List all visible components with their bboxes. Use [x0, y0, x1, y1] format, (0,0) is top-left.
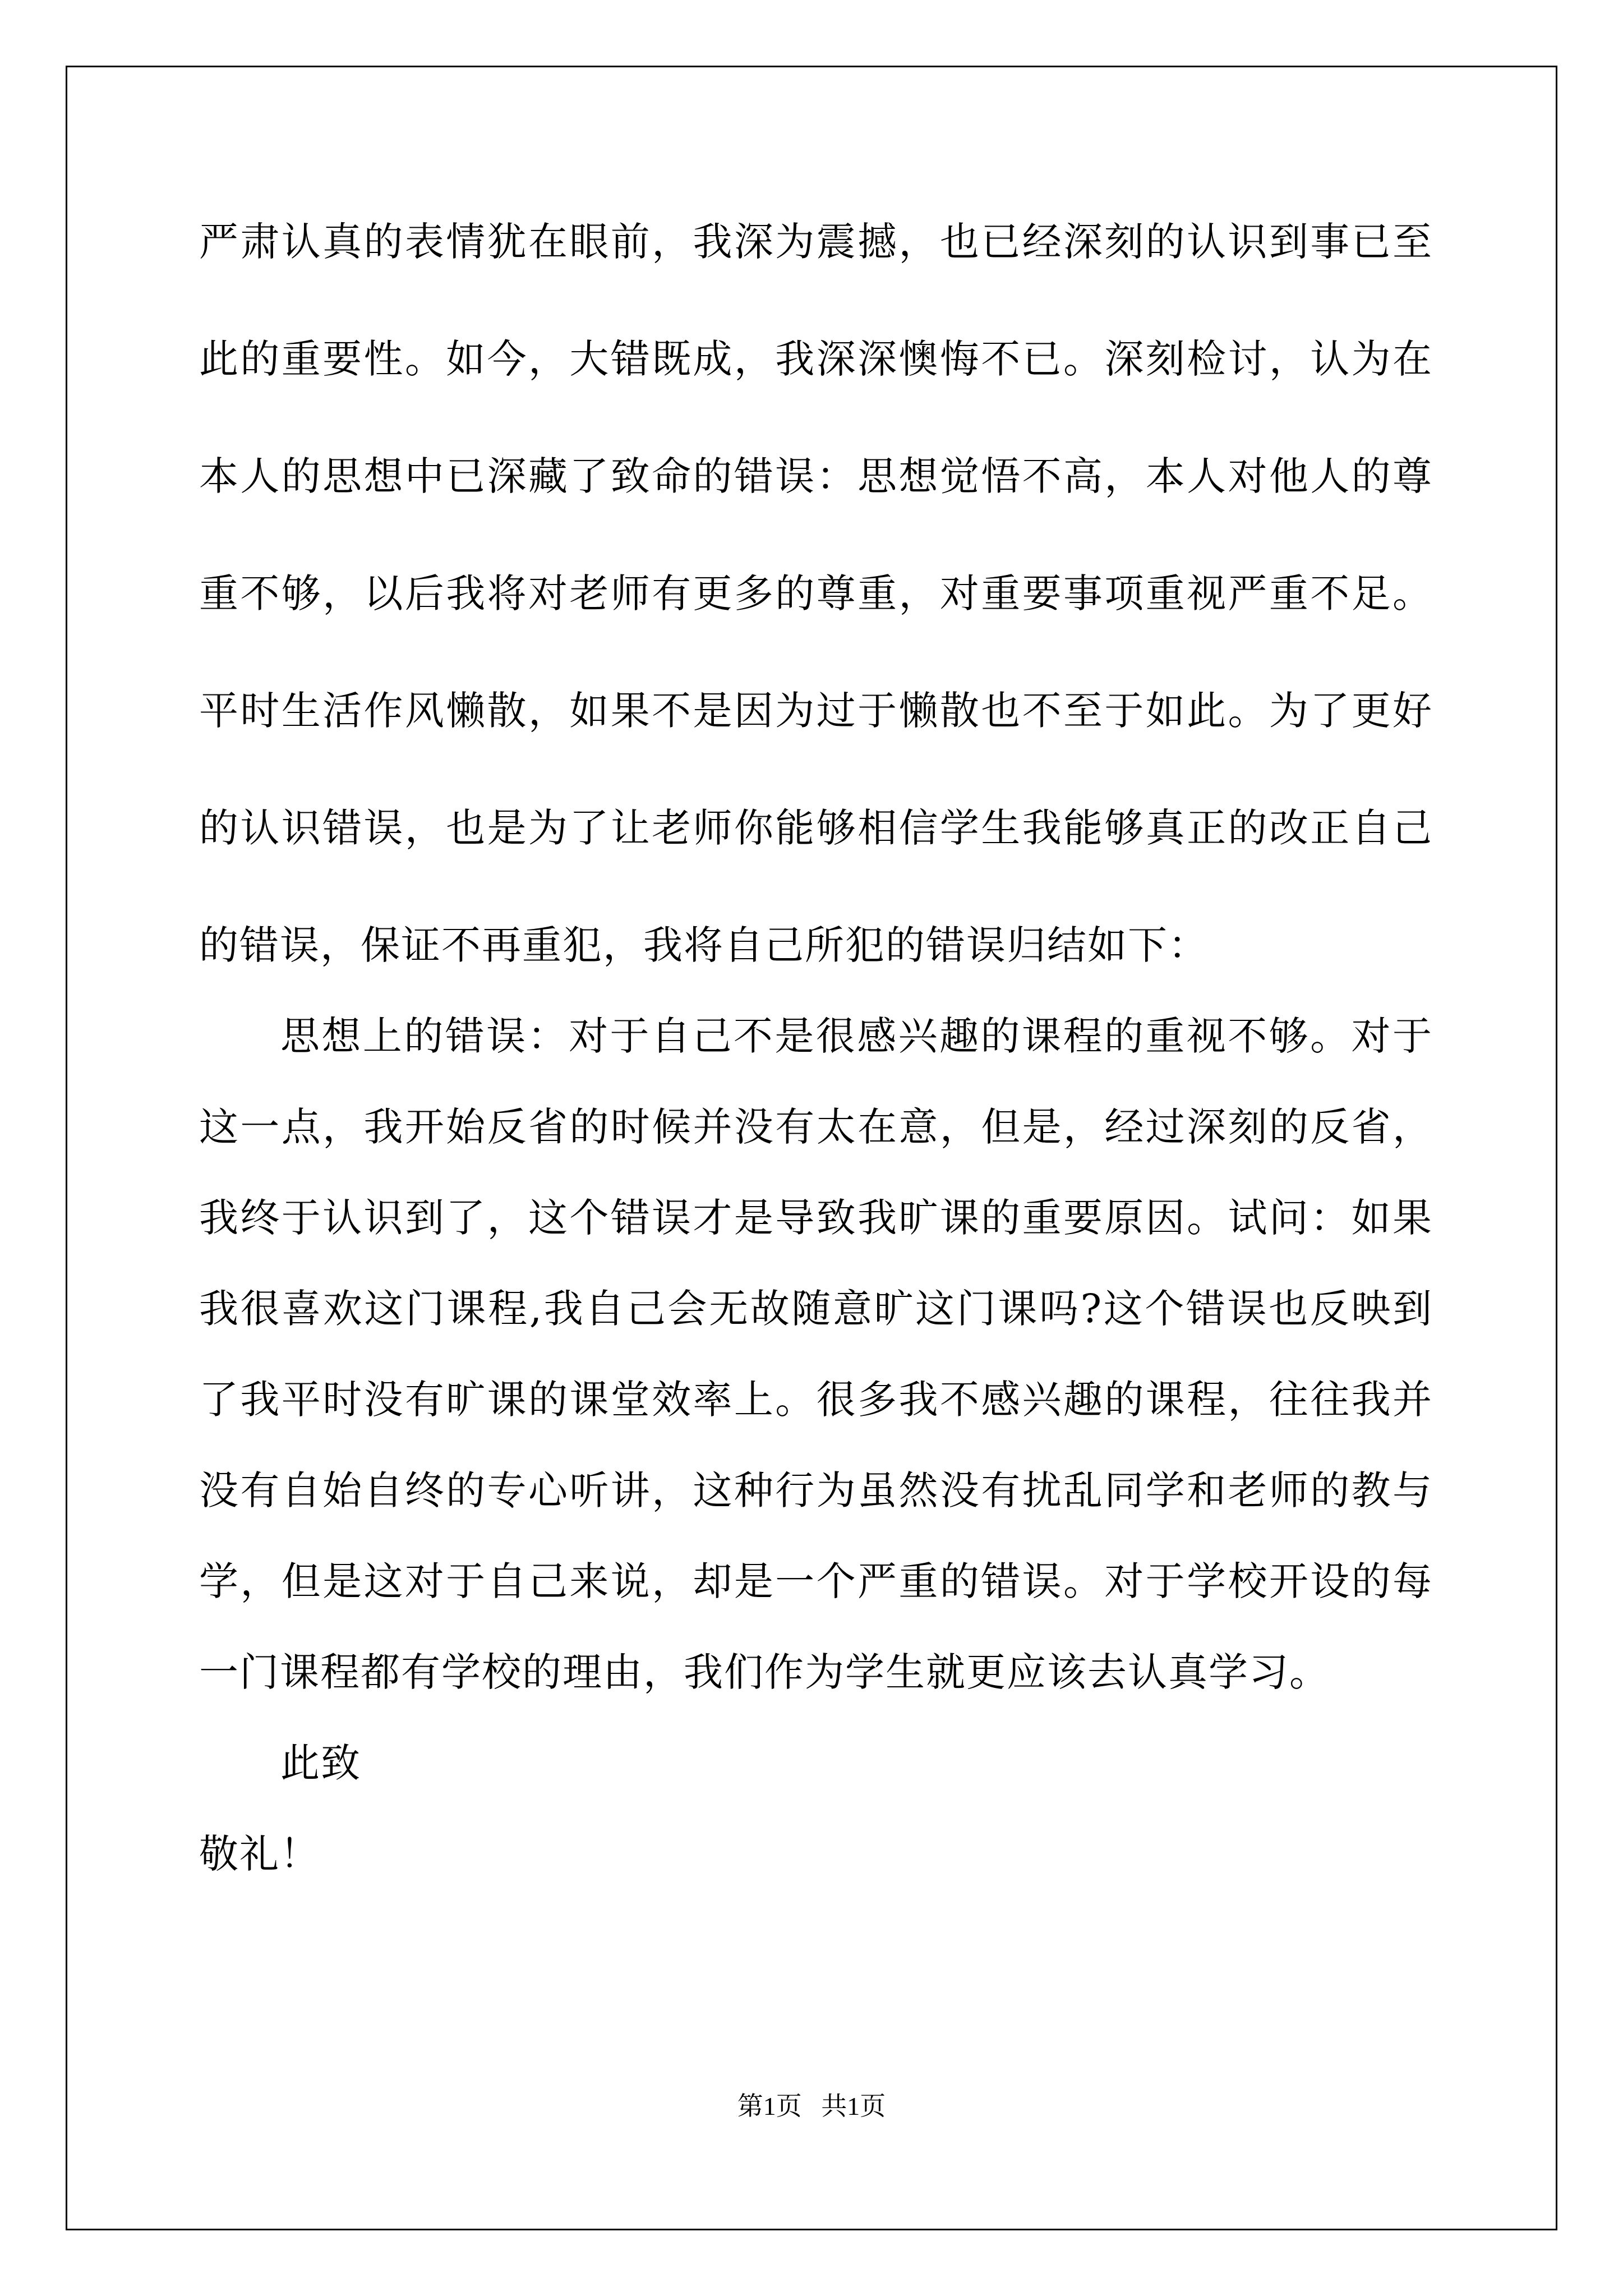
text-line: 本人的思想中已深藏了致命的错误：思想觉悟不高，本人对他人的尊	[199, 453, 1433, 499]
text-line: 我很喜欢这门课程,我自己会无故随意旷这门课吗?这个错误也反映到	[199, 1286, 1433, 1332]
text-line: 这一点，我开始反省的时候并没有太在意，但是，经过深刻的反省，	[199, 1104, 1433, 1150]
text-line: 的错误，保证不再重犯，我将自己所犯的错误归结如下：	[199, 922, 1209, 968]
closing-salutation: 此致	[280, 1740, 361, 1786]
text-line: 严肃认真的表情犹在眼前，我深为震撼，也已经深刻的认识到事已至	[199, 219, 1433, 265]
text-line: 的认识错误，也是为了让老师你能够相信学生我能够真正的改正自己	[199, 805, 1433, 851]
page-number-footer: 第1页 共1页	[737, 2092, 886, 2120]
text-line: 重不够，以后我将对老师有更多的尊重，对重要事项重视严重不足。	[199, 570, 1433, 616]
text-line: 一门课程都有学校的理由，我们作为学生就更应该去认真学习。	[199, 1649, 1330, 1695]
text-line: 思想上的错误：对于自己不是很感兴趣的课程的重视不够。对于	[280, 1013, 1433, 1059]
text-line: 学，但是这对于自己来说，却是一个严重的错误。对于学校开设的每	[199, 1558, 1433, 1604]
text-line: 了我平时没有旷课的课堂效率上。很多我不感兴趣的课程，往往我并	[199, 1377, 1433, 1423]
text-line: 此的重要性。如今，大错既成，我深深懊悔不已。深刻检讨，认为在	[199, 336, 1433, 382]
text-line: 平时生活作风懒散，如果不是因为过于懒散也不至于如此。为了更好	[199, 688, 1433, 734]
text-line: 没有自始自终的专心听讲，这种行为虽然没有扰乱同学和老师的教与	[199, 1467, 1433, 1513]
closing-regards: 敬礼！	[199, 1831, 320, 1877]
text-line: 我终于认识到了，这个错误才是导致我旷课的重要原因。试问：如果	[199, 1195, 1433, 1241]
